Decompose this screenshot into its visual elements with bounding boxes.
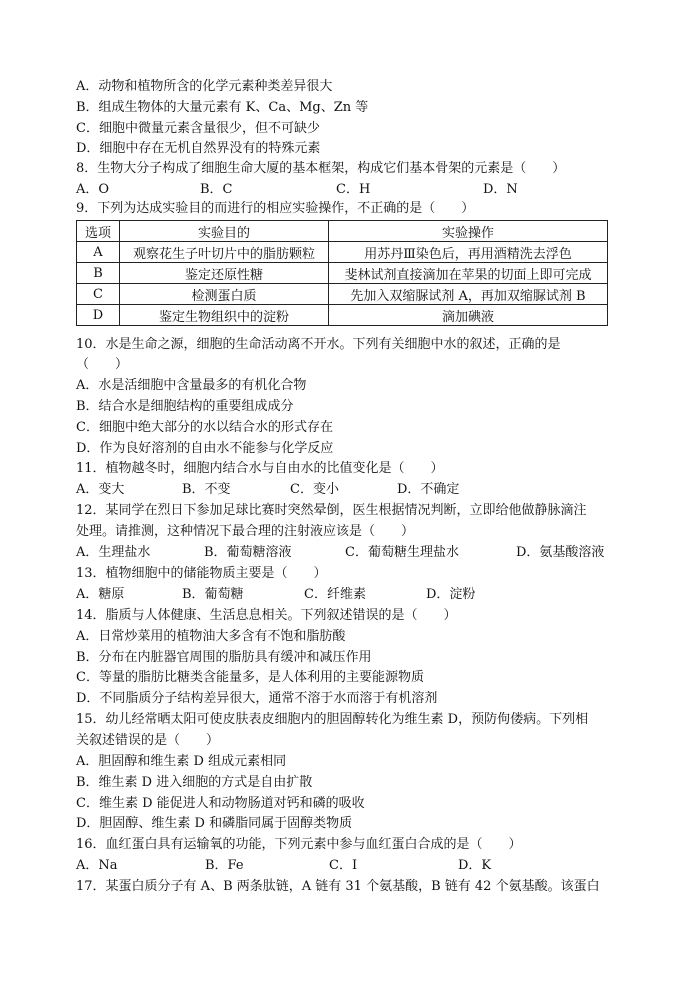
experiment-table: [76, 220, 608, 326]
q16-option-c: C．I: [329, 858, 358, 873]
q13-option-b: B．葡萄糖: [182, 587, 244, 602]
q14-option-d: D．不同脂质分子结构差异很大，通常不溶于水而溶于有机溶剂: [76, 691, 438, 706]
table-cell: A: [77, 242, 120, 263]
table-header-cell: 实验操作: [329, 221, 608, 242]
q7-option-b: B．组成生物体的大量元素有 K、Ca、Mg、Zn 等: [76, 100, 369, 115]
table-header-cell: 实验目的: [120, 221, 329, 242]
q7-option-d: D．细胞中存在无机自然界没有的特殊元素: [76, 141, 321, 156]
q15-option-b: B．维生素 D 进入细胞的方式是自由扩散: [76, 775, 313, 790]
q16-option-d: D．K: [458, 858, 492, 873]
q12-option-a: A．生理盐水: [76, 545, 151, 560]
q10-stem-line1: 10．水是生命之源，细胞的生命活动离不开水。下列有关细胞中水的叙述，正确的是: [76, 337, 561, 352]
q12-option-c: C．葡萄糖生理盐水: [345, 545, 459, 560]
q7-option-a: A．动物和植物所含的化学元素种类差异很大: [76, 79, 333, 94]
q10-option-a: A．水是活细胞中含量最多的有机化合物: [76, 378, 307, 393]
table-row: [77, 263, 608, 284]
q11-option-c: C．变小: [290, 482, 339, 497]
q8-option-a: A．O: [76, 182, 110, 197]
table-row: [77, 305, 608, 326]
table-cell: 斐林试剂直接滴加在苹果的切面上即可完成: [329, 263, 608, 284]
q8-stem: 8．生物大分子构成了细胞生命大厦的基本框架，构成它们基本骨架的元素是（ ）: [76, 161, 566, 176]
table-cell: 用苏丹Ⅲ染色后，再用酒精洗去浮色: [329, 242, 608, 263]
table-cell: 滴加碘液: [329, 305, 608, 326]
q17-stem: 17．某蛋白质分子有 A、B 两条肽链，A 链有 31 个氨基酸，B 链有 42 个氨基酸。该蛋白: [76, 879, 600, 894]
q12-option-b: B．葡萄糖溶液: [204, 545, 292, 560]
q14-option-a: A．日常炒菜用的植物油大多含有不饱和脂肪酸: [76, 629, 346, 644]
table-cell: D: [77, 305, 120, 326]
table-row: [77, 242, 608, 263]
table-header-row: [77, 221, 608, 242]
table-cell: 观察花生子叶切片中的脂肪颗粒: [120, 242, 329, 263]
q10-stem-line2: （ ）: [76, 357, 129, 372]
q11-option-d: D．不确定: [397, 482, 460, 497]
q16-option-a: A．Na: [76, 858, 118, 873]
q11-option-a: A．变大: [76, 482, 125, 497]
q11-option-b: B．不变: [182, 482, 231, 497]
q11-stem: 11．植物越冬时，细胞内结合水与自由水的比值变化是（ ）: [76, 461, 444, 476]
q8-option-d: D．N: [483, 182, 518, 197]
table-cell: B: [77, 263, 120, 284]
q12-stem-line2: 处理。请推测，这种情况下最合理的注射液应该是（ ）: [76, 524, 415, 539]
q8-option-c: C．H: [336, 182, 371, 197]
table-row: [77, 284, 608, 305]
table-header-cell: 选项: [77, 221, 120, 242]
q9-stem: 9．下列为达成实验目的而进行的相应实验操作，不正确的是（ ）: [76, 201, 475, 216]
q14-stem: 14．脂质与人体健康、生活息息相关。下列叙述错误的是（ ）: [76, 608, 457, 623]
q10-option-c: C．细胞中绝大部分的水以结合水的形式存在: [76, 420, 333, 435]
q13-option-a: A．糖原: [76, 587, 125, 602]
q10-option-b: B．结合水是细胞结构的重要组成成分: [76, 399, 294, 414]
q8-option-b: B．C: [200, 182, 233, 197]
q15-option-a: A．胆固醇和维生素 D 组成元素相同: [76, 754, 287, 769]
q15-stem-line2: 关叙述错误的是（ ）: [76, 733, 220, 748]
q13-option-c: C．纤维素: [304, 587, 366, 602]
q10-option-d: D．作为良好溶剂的自由水不能参与化学反应: [76, 441, 334, 456]
table-cell: 先加入双缩脲试剂 A，再加双缩脲试剂 B: [329, 284, 608, 305]
q14-option-c: C．等量的脂肪比糖类含能量多，是人体利用的主要能源物质: [76, 670, 424, 685]
q15-stem-line1: 15．幼儿经常晒太阳可使皮肤表皮细胞内的胆固醇转化为维生素 D，预防佝偻病。下列相: [76, 712, 589, 727]
q14-option-b: B．分布在内脏器官周围的脂肪具有缓冲和减压作用: [76, 650, 372, 665]
q15-option-c: C．维生素 D 能促进人和动物肠道对钙和磷的吸收: [76, 796, 365, 811]
q12-stem-line1: 12．某同学在烈日下参加足球比赛时突然晕倒，医生根据情况判断，立即给他做静脉滴注: [76, 503, 587, 518]
q16-stem: 16．血红蛋白具有运输氧的功能，下列元素中参与血红蛋白合成的是（ ）: [76, 837, 522, 852]
q16-option-b: B．Fe: [205, 858, 244, 873]
q13-option-d: D．淀粉: [426, 587, 476, 602]
table-cell: 检测蛋白质: [120, 284, 329, 305]
table-cell: C: [77, 284, 120, 305]
table-cell: 鉴定还原性糖: [120, 263, 329, 284]
table-cell: 鉴定生物组织中的淀粉: [120, 305, 329, 326]
q13-stem: 13．植物细胞中的储能物质主要是（ ）: [76, 566, 327, 581]
q15-option-d: D．胆固醇、维生素 D 和磷脂同属于固醇类物质: [76, 816, 353, 831]
q12-option-d: D．氨基酸溶液: [516, 545, 605, 560]
q7-option-c: C．细胞中微量元素含量很少，但不可缺少: [76, 121, 320, 136]
